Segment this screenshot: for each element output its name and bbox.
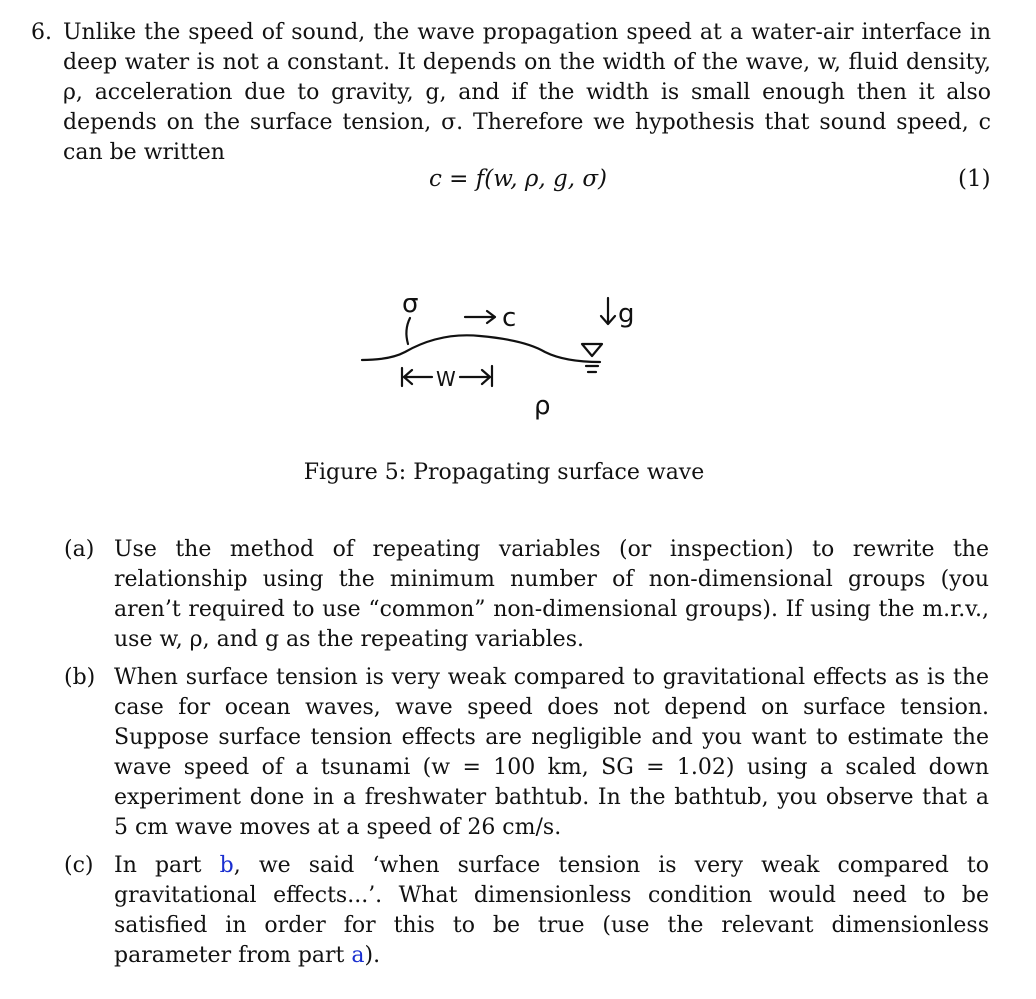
part-b [64, 663, 989, 843]
problem-parts [64, 535, 989, 979]
part-label: (a) [64, 537, 95, 562]
problem-number: 6. [31, 20, 52, 45]
part-text [114, 853, 989, 968]
part-text-segment: , we said ‘when surface tension is very weak compared to gravitational effects...’. What dimensionless condition would need to be satisfied in order for this to be true (use the relevant dimensionless parameter from part [114, 853, 989, 968]
wave-sketch [350, 280, 660, 440]
part-c [64, 851, 989, 971]
gravity-label: g [618, 299, 635, 329]
part-a [64, 535, 989, 655]
part-a-link[interactable]: a [351, 943, 365, 968]
equation-expression: c = f(w, ρ, g, σ) [428, 166, 607, 192]
part-text: When surface tension is very weak compared to gravitational effects as is the case for ocean waves, wave speed does not depend on surface tension. Suppose surface tension effects are negligible and you want to estimate the wave speed of a tsunami (w = 100 km, SG = 1.02) using a scaled down experiment done in a freshwater bathtub. In the bathtub, you observe that a 5 cm wave moves at a speed of 26 cm/s. [114, 665, 989, 840]
width-arrow-left-icon [402, 368, 432, 386]
part-text: Use the method of repeating variables (or inspection) to rewrite the relationship using the minimum number of non-dimensional groups (you aren’t required to use “common” non-dimensional groups). If using the m.r.v., use w, ρ, and g as the repeating variables. [114, 537, 989, 652]
wave-surface-line [362, 335, 600, 362]
wave-figure [350, 280, 660, 440]
part-text-segment: ). [364, 943, 381, 968]
sigma-leader-line [406, 318, 410, 344]
problem-6 [31, 18, 991, 168]
part-text-segment: In part [114, 853, 220, 878]
width-arrow-right-icon [460, 366, 492, 386]
free-surface-lines [586, 366, 598, 372]
gravity-arrow-icon [601, 298, 615, 324]
density-label: ρ [534, 391, 551, 421]
part-label: (b) [64, 665, 96, 690]
sigma-label: σ [402, 289, 419, 319]
equation-number: (1) [958, 166, 991, 192]
problem-statement: Unlike the speed of sound, the wave propagation speed at a water-air interface in deep water is not a constant. It depends on the width of the wave, w, fluid density, ρ, acceleration due to gravity, g, and if the width is small enough then it also depends on the surface tension, σ. Therefore we hypothesis that sound speed, c can be written [63, 20, 991, 165]
propagation-arrow-icon [465, 311, 495, 323]
speed-label: c [502, 303, 517, 333]
width-label: W [436, 367, 456, 391]
part-label: (c) [64, 853, 94, 878]
figure-caption: Figure 5: Propagating surface wave [303, 460, 705, 485]
part-b-link[interactable]: b [219, 853, 234, 878]
equation-1 [0, 166, 1036, 206]
free-surface-icon [582, 344, 602, 356]
